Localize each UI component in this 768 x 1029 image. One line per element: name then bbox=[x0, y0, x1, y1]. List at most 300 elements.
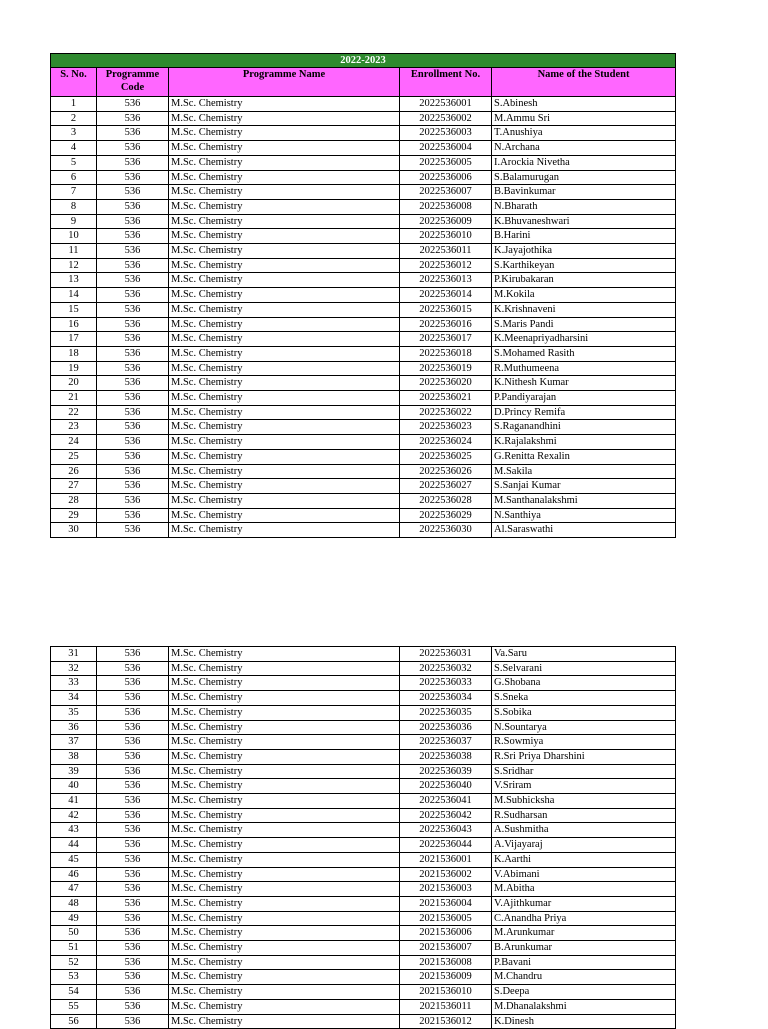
programme-code-cell: 536 bbox=[97, 955, 169, 970]
programme-code-cell: 536 bbox=[97, 332, 169, 347]
serial-number-cell: 56 bbox=[51, 1014, 97, 1029]
enrollment-number-cell: 2021536010 bbox=[400, 985, 492, 1000]
enrollment-number-cell: 2021536005 bbox=[400, 911, 492, 926]
student-name-cell: I.Arockia Nivetha bbox=[492, 155, 676, 170]
programme-code-cell: 536 bbox=[97, 155, 169, 170]
enrollment-number-cell: 2022536019 bbox=[400, 361, 492, 376]
serial-number-cell: 50 bbox=[51, 926, 97, 941]
serial-number-cell: 2 bbox=[51, 111, 97, 126]
programme-name-cell: M.Sc. Chemistry bbox=[169, 346, 400, 361]
table-row bbox=[51, 185, 676, 200]
student-name-cell: S.Raganandhini bbox=[492, 420, 676, 435]
table-row bbox=[51, 955, 676, 970]
student-name-cell: S.Sanjai Kumar bbox=[492, 479, 676, 494]
table-row bbox=[51, 749, 676, 764]
programme-code-cell: 536 bbox=[97, 288, 169, 303]
student-name-cell: S.Mohamed Rasith bbox=[492, 346, 676, 361]
serial-number-cell: 26 bbox=[51, 464, 97, 479]
enrollment-number-cell: 2022536004 bbox=[400, 141, 492, 156]
table-row bbox=[51, 779, 676, 794]
student-name-cell: K.Jayajothika bbox=[492, 244, 676, 259]
serial-number-cell: 54 bbox=[51, 985, 97, 1000]
programme-name-cell: M.Sc. Chemistry bbox=[169, 705, 400, 720]
programme-code-cell: 536 bbox=[97, 691, 169, 706]
table-row bbox=[51, 170, 676, 185]
student-name-cell: P.Bavani bbox=[492, 955, 676, 970]
programme-code-cell: 536 bbox=[97, 199, 169, 214]
programme-code-cell: 536 bbox=[97, 376, 169, 391]
table-row bbox=[51, 764, 676, 779]
serial-number-cell: 45 bbox=[51, 852, 97, 867]
programme-name-cell: M.Sc. Chemistry bbox=[169, 779, 400, 794]
student-name-cell: P.Pandiyarajan bbox=[492, 391, 676, 406]
programme-code-cell: 536 bbox=[97, 185, 169, 200]
student-name-cell: M.Subhicksha bbox=[492, 794, 676, 809]
programme-code-cell: 536 bbox=[97, 764, 169, 779]
serial-number-cell: 46 bbox=[51, 867, 97, 882]
table-row bbox=[51, 449, 676, 464]
programme-name-cell: M.Sc. Chemistry bbox=[169, 852, 400, 867]
serial-number-cell: 48 bbox=[51, 896, 97, 911]
table-row bbox=[51, 111, 676, 126]
programme-name-cell: M.Sc. Chemistry bbox=[169, 867, 400, 882]
programme-code-cell: 536 bbox=[97, 985, 169, 1000]
programme-name-cell: M.Sc. Chemistry bbox=[169, 735, 400, 750]
table-row bbox=[51, 985, 676, 1000]
serial-number-cell: 20 bbox=[51, 376, 97, 391]
serial-number-cell: 40 bbox=[51, 779, 97, 794]
programme-code-cell: 536 bbox=[97, 794, 169, 809]
serial-number-cell: 43 bbox=[51, 823, 97, 838]
student-name-cell: A.Sushmitha bbox=[492, 823, 676, 838]
programme-name-cell: M.Sc. Chemistry bbox=[169, 199, 400, 214]
enrollment-number-cell: 2022536029 bbox=[400, 508, 492, 523]
table-row bbox=[51, 896, 676, 911]
student-name-cell: M.Kokila bbox=[492, 288, 676, 303]
serial-number-cell: 15 bbox=[51, 302, 97, 317]
programme-code-cell: 536 bbox=[97, 405, 169, 420]
enrollment-number-cell: 2022536035 bbox=[400, 705, 492, 720]
student-name-cell: K.Nithesh Kumar bbox=[492, 376, 676, 391]
serial-number-cell: 3 bbox=[51, 126, 97, 141]
programme-code-cell: 536 bbox=[97, 273, 169, 288]
student-name-cell: K.Dinesh bbox=[492, 1014, 676, 1029]
programme-code-cell: 536 bbox=[97, 523, 169, 538]
student-table-part-2 bbox=[50, 646, 676, 1029]
serial-number-cell: 21 bbox=[51, 391, 97, 406]
enrollment-number-cell: 2022536039 bbox=[400, 764, 492, 779]
serial-number-cell: 25 bbox=[51, 449, 97, 464]
student-name-cell: T.Anushiya bbox=[492, 126, 676, 141]
table-row bbox=[51, 823, 676, 838]
programme-name-cell: M.Sc. Chemistry bbox=[169, 302, 400, 317]
serial-number-cell: 10 bbox=[51, 229, 97, 244]
programme-name-cell: M.Sc. Chemistry bbox=[169, 926, 400, 941]
serial-number-cell: 36 bbox=[51, 720, 97, 735]
enrollment-number-cell: 2022536037 bbox=[400, 735, 492, 750]
programme-name-cell: M.Sc. Chemistry bbox=[169, 317, 400, 332]
enrollment-number-cell: 2021536001 bbox=[400, 852, 492, 867]
table-row bbox=[51, 852, 676, 867]
student-name-cell: N.Sountarya bbox=[492, 720, 676, 735]
table-row bbox=[51, 479, 676, 494]
programme-name-cell: M.Sc. Chemistry bbox=[169, 691, 400, 706]
serial-number-cell: 27 bbox=[51, 479, 97, 494]
student-table-part-1 bbox=[50, 53, 676, 538]
serial-number-cell: 9 bbox=[51, 214, 97, 229]
serial-number-cell: 52 bbox=[51, 955, 97, 970]
enrollment-number-cell: 2022536012 bbox=[400, 258, 492, 273]
student-name-cell: M.Chandru bbox=[492, 970, 676, 985]
serial-number-cell: 8 bbox=[51, 199, 97, 214]
programme-code-cell: 536 bbox=[97, 391, 169, 406]
programme-code-cell: 536 bbox=[97, 882, 169, 897]
programme-name-cell: M.Sc. Chemistry bbox=[169, 882, 400, 897]
student-name-cell: S.Balamurugan bbox=[492, 170, 676, 185]
programme-name-cell: M.Sc. Chemistry bbox=[169, 985, 400, 1000]
serial-number-cell: 30 bbox=[51, 523, 97, 538]
programme-name-cell: M.Sc. Chemistry bbox=[169, 391, 400, 406]
serial-number-cell: 32 bbox=[51, 661, 97, 676]
enrollment-number-cell: 2021536003 bbox=[400, 882, 492, 897]
enrollment-number-cell: 2022536027 bbox=[400, 479, 492, 494]
table-row bbox=[51, 647, 676, 662]
table-row bbox=[51, 705, 676, 720]
programme-name-cell: M.Sc. Chemistry bbox=[169, 155, 400, 170]
enrollment-number-cell: 2022536033 bbox=[400, 676, 492, 691]
programme-name-cell: M.Sc. Chemistry bbox=[169, 97, 400, 112]
header-programme-name: Programme Name bbox=[169, 68, 400, 97]
table-row bbox=[51, 317, 676, 332]
table-row bbox=[51, 926, 676, 941]
programme-name-cell: M.Sc. Chemistry bbox=[169, 941, 400, 956]
enrollment-number-cell: 2022536043 bbox=[400, 823, 492, 838]
programme-code-cell: 536 bbox=[97, 229, 169, 244]
student-name-cell: N.Archana bbox=[492, 141, 676, 156]
programme-name-cell: M.Sc. Chemistry bbox=[169, 332, 400, 347]
enrollment-number-cell: 2022536009 bbox=[400, 214, 492, 229]
serial-number-cell: 13 bbox=[51, 273, 97, 288]
serial-number-cell: 17 bbox=[51, 332, 97, 347]
enrollment-number-cell: 2022536044 bbox=[400, 838, 492, 853]
student-name-cell: M.Abitha bbox=[492, 882, 676, 897]
enrollment-number-cell: 2022536034 bbox=[400, 691, 492, 706]
enrollment-number-cell: 2022536040 bbox=[400, 779, 492, 794]
enrollment-number-cell: 2022536020 bbox=[400, 376, 492, 391]
serial-number-cell: 29 bbox=[51, 508, 97, 523]
table-row bbox=[51, 97, 676, 112]
student-name-cell: G.Renitta Rexalin bbox=[492, 449, 676, 464]
programme-code-cell: 536 bbox=[97, 361, 169, 376]
enrollment-number-cell: 2022536013 bbox=[400, 273, 492, 288]
student-name-cell: K.Bhuvaneshwari bbox=[492, 214, 676, 229]
programme-code-cell: 536 bbox=[97, 970, 169, 985]
programme-code-cell: 536 bbox=[97, 808, 169, 823]
enrollment-number-cell: 2022536011 bbox=[400, 244, 492, 259]
table-row bbox=[51, 258, 676, 273]
serial-number-cell: 55 bbox=[51, 999, 97, 1014]
header-enrollment-no: Enrollment No. bbox=[400, 68, 492, 97]
programme-code-cell: 536 bbox=[97, 449, 169, 464]
student-name-cell: M.Dhanalakshmi bbox=[492, 999, 676, 1014]
programme-code-cell: 536 bbox=[97, 493, 169, 508]
enrollment-number-cell: 2022536030 bbox=[400, 523, 492, 538]
enrollment-number-cell: 2022536021 bbox=[400, 391, 492, 406]
programme-name-cell: M.Sc. Chemistry bbox=[169, 185, 400, 200]
serial-number-cell: 31 bbox=[51, 647, 97, 662]
programme-name-cell: M.Sc. Chemistry bbox=[169, 523, 400, 538]
programme-code-cell: 536 bbox=[97, 141, 169, 156]
programme-code-cell: 536 bbox=[97, 705, 169, 720]
header-row bbox=[51, 68, 676, 97]
serial-number-cell: 14 bbox=[51, 288, 97, 303]
student-name-cell: S.Selvarani bbox=[492, 661, 676, 676]
enrollment-number-cell: 2022536008 bbox=[400, 199, 492, 214]
programme-code-cell: 536 bbox=[97, 435, 169, 450]
programme-code-cell: 536 bbox=[97, 720, 169, 735]
enrollment-number-cell: 2022536042 bbox=[400, 808, 492, 823]
serial-number-cell: 18 bbox=[51, 346, 97, 361]
table-row bbox=[51, 361, 676, 376]
programme-code-cell: 536 bbox=[97, 258, 169, 273]
table-row bbox=[51, 691, 676, 706]
enrollment-number-cell: 2022536024 bbox=[400, 435, 492, 450]
programme-code-cell: 536 bbox=[97, 735, 169, 750]
enrollment-number-cell: 2022536018 bbox=[400, 346, 492, 361]
student-name-cell: R.Sudharsan bbox=[492, 808, 676, 823]
serial-number-cell: 38 bbox=[51, 749, 97, 764]
student-name-cell: V.Abimani bbox=[492, 867, 676, 882]
enrollment-number-cell: 2021536008 bbox=[400, 955, 492, 970]
student-name-cell: N.Santhiya bbox=[492, 508, 676, 523]
enrollment-number-cell: 2021536009 bbox=[400, 970, 492, 985]
serial-number-cell: 47 bbox=[51, 882, 97, 897]
programme-name-cell: M.Sc. Chemistry bbox=[169, 508, 400, 523]
enrollment-number-cell: 2021536011 bbox=[400, 999, 492, 1014]
programme-name-cell: M.Sc. Chemistry bbox=[169, 999, 400, 1014]
programme-name-cell: M.Sc. Chemistry bbox=[169, 479, 400, 494]
programme-code-cell: 536 bbox=[97, 926, 169, 941]
table-row bbox=[51, 661, 676, 676]
table-row bbox=[51, 838, 676, 853]
enrollment-number-cell: 2022536032 bbox=[400, 661, 492, 676]
header-sno: S. No. bbox=[51, 68, 97, 97]
table-row bbox=[51, 126, 676, 141]
enrollment-number-cell: 2021536007 bbox=[400, 941, 492, 956]
programme-code-cell: 536 bbox=[97, 676, 169, 691]
enrollment-number-cell: 2022536015 bbox=[400, 302, 492, 317]
programme-code-cell: 536 bbox=[97, 749, 169, 764]
programme-name-cell: M.Sc. Chemistry bbox=[169, 955, 400, 970]
student-name-cell: S.Sneka bbox=[492, 691, 676, 706]
programme-name-cell: M.Sc. Chemistry bbox=[169, 229, 400, 244]
table-row bbox=[51, 141, 676, 156]
programme-name-cell: M.Sc. Chemistry bbox=[169, 214, 400, 229]
enrollment-number-cell: 2022536001 bbox=[400, 97, 492, 112]
enrollment-number-cell: 2022536016 bbox=[400, 317, 492, 332]
student-name-cell: A.Vijayaraj bbox=[492, 838, 676, 853]
programme-name-cell: M.Sc. Chemistry bbox=[169, 420, 400, 435]
year-row bbox=[51, 54, 676, 68]
enrollment-number-cell: 2022536038 bbox=[400, 749, 492, 764]
programme-name-cell: M.Sc. Chemistry bbox=[169, 970, 400, 985]
serial-number-cell: 41 bbox=[51, 794, 97, 809]
programme-name-cell: M.Sc. Chemistry bbox=[169, 141, 400, 156]
table-row bbox=[51, 911, 676, 926]
student-name-cell: R.Sowmiya bbox=[492, 735, 676, 750]
enrollment-number-cell: 2022536010 bbox=[400, 229, 492, 244]
enrollment-number-cell: 2022536002 bbox=[400, 111, 492, 126]
programme-name-cell: M.Sc. Chemistry bbox=[169, 170, 400, 185]
programme-code-cell: 536 bbox=[97, 317, 169, 332]
table-row bbox=[51, 288, 676, 303]
programme-name-cell: M.Sc. Chemistry bbox=[169, 838, 400, 853]
student-name-cell: D.Princy Remifa bbox=[492, 405, 676, 420]
serial-number-cell: 53 bbox=[51, 970, 97, 985]
programme-code-cell: 536 bbox=[97, 214, 169, 229]
programme-name-cell: M.Sc. Chemistry bbox=[169, 911, 400, 926]
student-name-cell: K.Rajalakshmi bbox=[492, 435, 676, 450]
table-row bbox=[51, 808, 676, 823]
student-name-cell: M.Arunkumar bbox=[492, 926, 676, 941]
table-row bbox=[51, 970, 676, 985]
programme-name-cell: M.Sc. Chemistry bbox=[169, 896, 400, 911]
programme-name-cell: M.Sc. Chemistry bbox=[169, 823, 400, 838]
programme-code-cell: 536 bbox=[97, 464, 169, 479]
header-programme-code: Programme Code bbox=[97, 68, 169, 97]
programme-name-cell: M.Sc. Chemistry bbox=[169, 647, 400, 662]
programme-name-cell: M.Sc. Chemistry bbox=[169, 720, 400, 735]
programme-code-cell: 536 bbox=[97, 661, 169, 676]
enrollment-number-cell: 2022536026 bbox=[400, 464, 492, 479]
serial-number-cell: 37 bbox=[51, 735, 97, 750]
serial-number-cell: 24 bbox=[51, 435, 97, 450]
programme-code-cell: 536 bbox=[97, 896, 169, 911]
enrollment-number-cell: 2021536002 bbox=[400, 867, 492, 882]
enrollment-number-cell: 2022536014 bbox=[400, 288, 492, 303]
programme-code-cell: 536 bbox=[97, 999, 169, 1014]
programme-name-cell: M.Sc. Chemistry bbox=[169, 749, 400, 764]
programme-code-cell: 536 bbox=[97, 941, 169, 956]
student-name-cell: K.Aarthi bbox=[492, 852, 676, 867]
programme-name-cell: M.Sc. Chemistry bbox=[169, 244, 400, 259]
programme-name-cell: M.Sc. Chemistry bbox=[169, 258, 400, 273]
student-name-cell: M.Sakila bbox=[492, 464, 676, 479]
programme-name-cell: M.Sc. Chemistry bbox=[169, 808, 400, 823]
programme-code-cell: 536 bbox=[97, 244, 169, 259]
programme-name-cell: M.Sc. Chemistry bbox=[169, 111, 400, 126]
programme-name-cell: M.Sc. Chemistry bbox=[169, 405, 400, 420]
programme-name-cell: M.Sc. Chemistry bbox=[169, 126, 400, 141]
student-name-cell: N.Bharath bbox=[492, 199, 676, 214]
serial-number-cell: 4 bbox=[51, 141, 97, 156]
student-name-cell: V.Sriram bbox=[492, 779, 676, 794]
programme-code-cell: 536 bbox=[97, 1014, 169, 1029]
enrollment-number-cell: 2022536025 bbox=[400, 449, 492, 464]
programme-code-cell: 536 bbox=[97, 302, 169, 317]
serial-number-cell: 23 bbox=[51, 420, 97, 435]
table-row bbox=[51, 794, 676, 809]
serial-number-cell: 51 bbox=[51, 941, 97, 956]
student-name-cell: B.Arunkumar bbox=[492, 941, 676, 956]
table-row bbox=[51, 720, 676, 735]
programme-name-cell: M.Sc. Chemistry bbox=[169, 464, 400, 479]
student-name-cell: Va.Saru bbox=[492, 647, 676, 662]
serial-number-cell: 7 bbox=[51, 185, 97, 200]
serial-number-cell: 33 bbox=[51, 676, 97, 691]
enrollment-number-cell: 2022536041 bbox=[400, 794, 492, 809]
table-row bbox=[51, 523, 676, 538]
serial-number-cell: 44 bbox=[51, 838, 97, 853]
programme-code-cell: 536 bbox=[97, 420, 169, 435]
table-row bbox=[51, 302, 676, 317]
programme-code-cell: 536 bbox=[97, 170, 169, 185]
enrollment-number-cell: 2022536005 bbox=[400, 155, 492, 170]
serial-number-cell: 6 bbox=[51, 170, 97, 185]
table-row bbox=[51, 273, 676, 288]
programme-name-cell: M.Sc. Chemistry bbox=[169, 764, 400, 779]
serial-number-cell: 1 bbox=[51, 97, 97, 112]
student-name-cell: M.Santhanalakshmi bbox=[492, 493, 676, 508]
enrollment-number-cell: 2022536003 bbox=[400, 126, 492, 141]
student-name-cell: B.Harini bbox=[492, 229, 676, 244]
enrollment-number-cell: 2021536004 bbox=[400, 896, 492, 911]
serial-number-cell: 34 bbox=[51, 691, 97, 706]
table-row bbox=[51, 1014, 676, 1029]
student-name-cell: G.Shobana bbox=[492, 676, 676, 691]
student-name-cell: S.Abinesh bbox=[492, 97, 676, 112]
student-name-cell: R.Sri Priya Dharshini bbox=[492, 749, 676, 764]
student-name-cell: R.Muthumeena bbox=[492, 361, 676, 376]
serial-number-cell: 28 bbox=[51, 493, 97, 508]
student-name-cell: S.Maris Pandi bbox=[492, 317, 676, 332]
programme-code-cell: 536 bbox=[97, 823, 169, 838]
serial-number-cell: 5 bbox=[51, 155, 97, 170]
table-row bbox=[51, 420, 676, 435]
table-row bbox=[51, 391, 676, 406]
student-name-cell: S.Sobika bbox=[492, 705, 676, 720]
table-row bbox=[51, 229, 676, 244]
student-name-cell: V.Ajithkumar bbox=[492, 896, 676, 911]
programme-code-cell: 536 bbox=[97, 647, 169, 662]
student-name-cell: P.Kirubakaran bbox=[492, 273, 676, 288]
serial-number-cell: 49 bbox=[51, 911, 97, 926]
programme-name-cell: M.Sc. Chemistry bbox=[169, 361, 400, 376]
student-name-cell: S.Deepa bbox=[492, 985, 676, 1000]
enrollment-number-cell: 2021536012 bbox=[400, 1014, 492, 1029]
programme-name-cell: M.Sc. Chemistry bbox=[169, 273, 400, 288]
student-name-cell: S.Karthikeyan bbox=[492, 258, 676, 273]
table-row bbox=[51, 155, 676, 170]
serial-number-cell: 42 bbox=[51, 808, 97, 823]
serial-number-cell: 35 bbox=[51, 705, 97, 720]
table-row bbox=[51, 435, 676, 450]
programme-code-cell: 536 bbox=[97, 867, 169, 882]
programme-name-cell: M.Sc. Chemistry bbox=[169, 1014, 400, 1029]
programme-code-cell: 536 bbox=[97, 838, 169, 853]
enrollment-number-cell: 2022536007 bbox=[400, 185, 492, 200]
programme-name-cell: M.Sc. Chemistry bbox=[169, 435, 400, 450]
programme-code-cell: 536 bbox=[97, 479, 169, 494]
table-row bbox=[51, 346, 676, 361]
enrollment-number-cell: 2022536036 bbox=[400, 720, 492, 735]
header-student-name: Name of the Student bbox=[492, 68, 676, 97]
table-row bbox=[51, 867, 676, 882]
student-name-cell: S.Sridhar bbox=[492, 764, 676, 779]
serial-number-cell: 22 bbox=[51, 405, 97, 420]
student-name-cell: Al.Saraswathi bbox=[492, 523, 676, 538]
table-row bbox=[51, 999, 676, 1014]
